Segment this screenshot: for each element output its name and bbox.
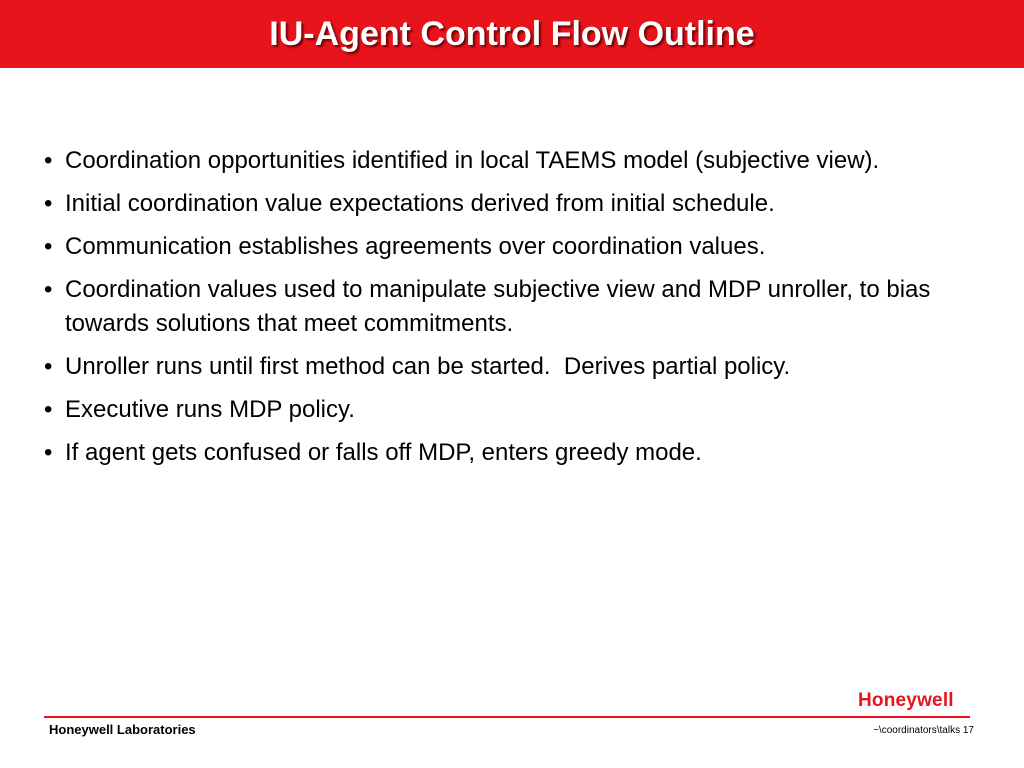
bullet-item (44, 436, 974, 470)
bullet-list (44, 144, 974, 479)
bullet-icon: • (44, 439, 53, 466)
slide-title: IU-Agent Control Flow Outline (269, 15, 755, 53)
bullet-item (44, 273, 974, 341)
bullet-text: Coordination opportunities identified in local TAEMS model (subjective view). (65, 147, 880, 174)
bullet-icon: • (44, 396, 53, 423)
bullet-text: Coordination values used to manipulate subjective view and MDP unroller, to bias towards solutions that meet commitments. (65, 276, 931, 337)
footer-divider (44, 716, 970, 718)
bullet-icon: • (44, 233, 53, 260)
bullet-item (44, 230, 974, 264)
bullet-item (44, 350, 974, 384)
bullet-icon: • (44, 147, 53, 174)
bullet-item (44, 187, 974, 221)
bullet-icon: • (44, 353, 53, 380)
bullet-text: Communication establishes agreements over coordination values. (65, 233, 766, 260)
bullet-text: Executive runs MDP policy. (65, 396, 355, 423)
bullet-item (44, 144, 974, 178)
honeywell-logo: Honeywell (858, 690, 954, 711)
bullet-icon: • (44, 190, 53, 217)
footer-organization: Honeywell Laboratories (49, 722, 196, 737)
bullet-text: If agent gets confused or falls off MDP, enters greedy mode. (65, 439, 702, 466)
page-number: 17 (962, 725, 974, 736)
bullet-item (44, 393, 974, 427)
bullet-text: Unroller runs until first method can be started. Derives partial policy. (65, 353, 791, 380)
bullet-text: Initial coordination value expectations derived from initial schedule. (65, 190, 775, 217)
footer-slide-info (873, 725, 974, 737)
title-bar (0, 0, 1024, 68)
footer-path: ~\coordinators\talks (873, 725, 961, 736)
bullet-icon: • (44, 276, 53, 303)
